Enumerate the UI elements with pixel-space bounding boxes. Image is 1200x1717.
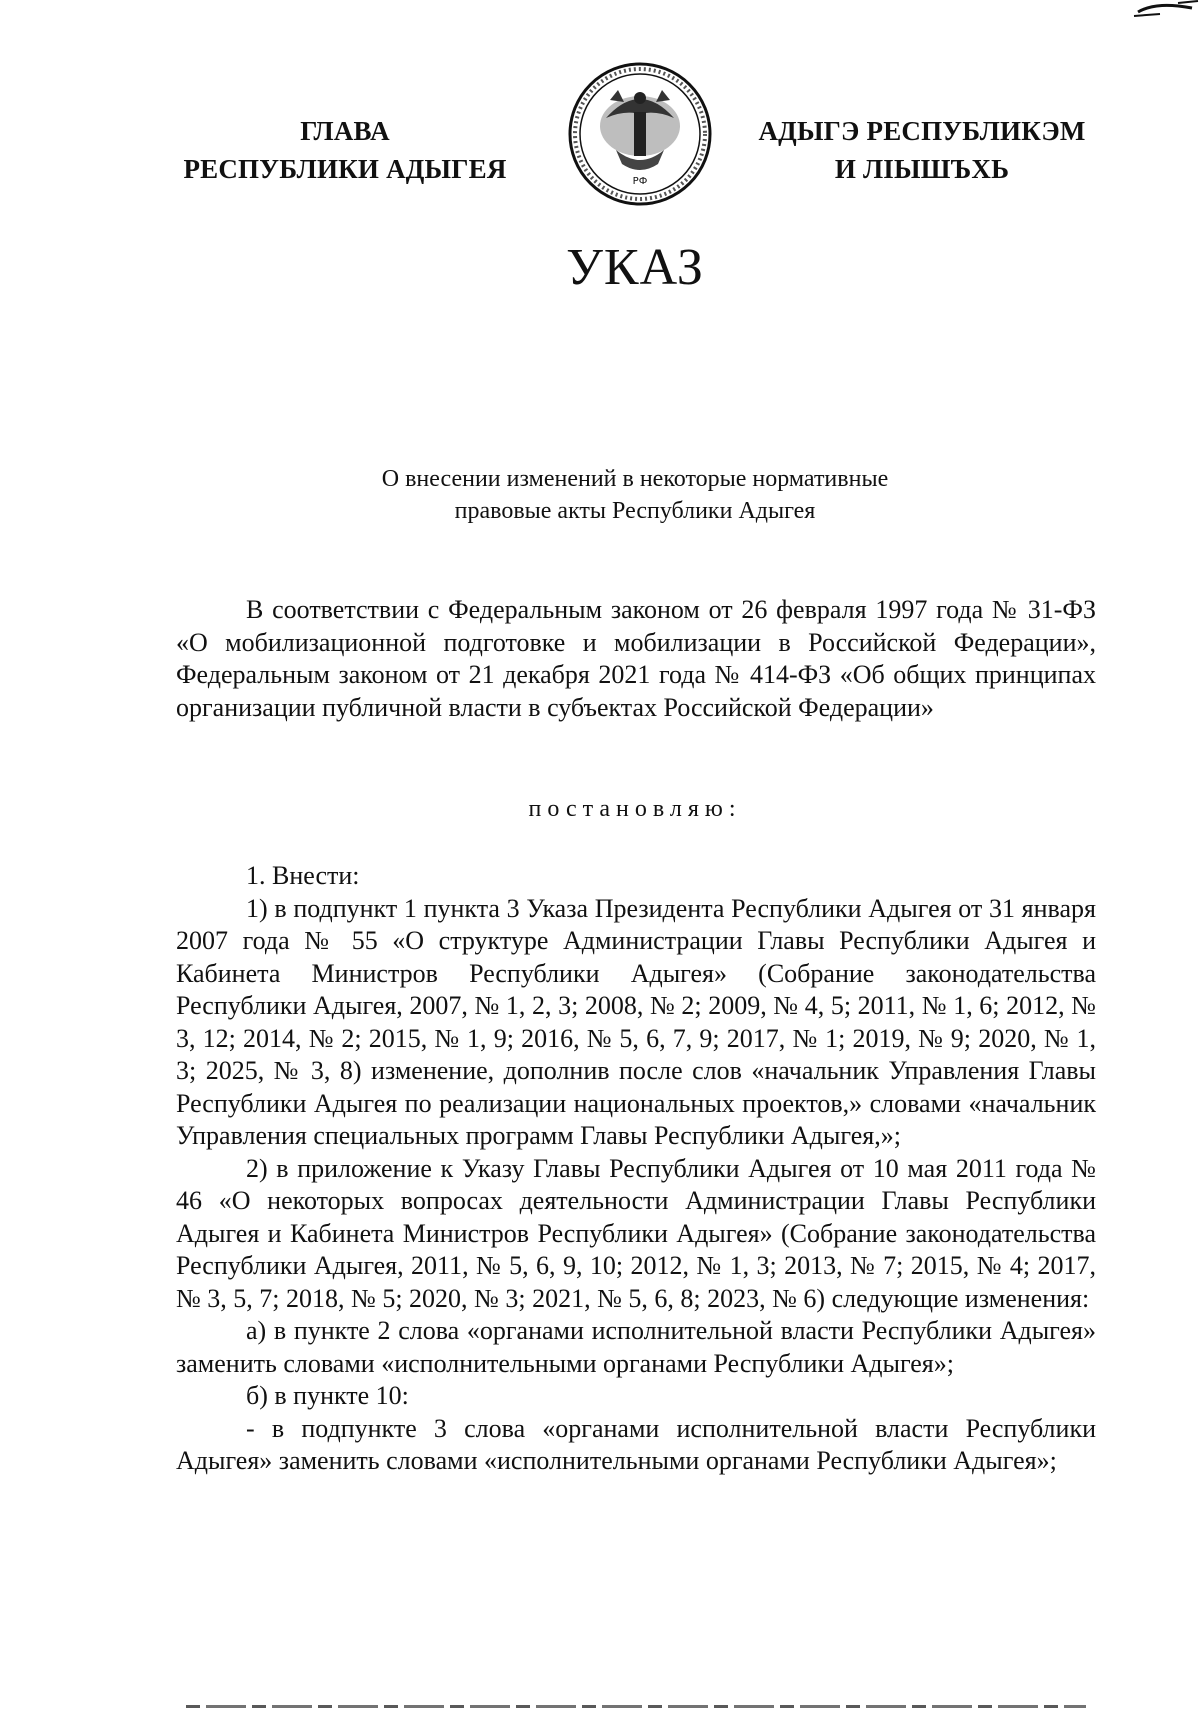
issuer-title-line1: ГЛАВА <box>300 116 390 146</box>
decree-items <box>176 860 1096 1478</box>
preamble-paragraph: В соответствии с Федеральным законом от 26 февраля 1997 года № 31-ФЗ «О мобилизационной подготовке и мобилизации в Российской Федерации», Федеральным законом от 21 декабря 2021 года № 414-ФЗ «Об общих принципах организации публичной власти в субъектах Российской Федерации» <box>176 595 1096 722</box>
issuer-title-russian <box>170 112 520 188</box>
document-type-title: УКАЗ <box>566 239 704 296</box>
page-bottom-rule <box>186 1705 1086 1708</box>
scan-artifact-mark <box>1130 0 1200 22</box>
item-paragraph: 1. Внести: <box>246 861 360 890</box>
issuer-title-adyghe-line2: И ЛІЫШЪХЬ <box>834 154 1010 184</box>
issuer-title-adyghe <box>742 112 1102 188</box>
decree-word: постановляю: <box>528 796 742 822</box>
coat-of-arms-emblem-icon <box>566 60 714 208</box>
decree-subject-line1: О внесении изменений в некоторые нормативные <box>381 466 889 492</box>
svg-text:РФ: РФ <box>632 176 648 187</box>
issuer-title-line2: РЕСПУБЛИКИ АДЫГЕЯ <box>183 154 507 184</box>
decree-subject-line2: правовые акты Республики Адыгея <box>454 498 816 524</box>
item-paragraph: а) в пункте 2 слова «органами исполнительной власти Республики Адыгея» заменить словами «исполнительными органами Республики Адыгея»; <box>176 1316 1096 1378</box>
item-paragraph: 2) в приложение к Указу Главы Республики Адыгея от 10 мая 2011 года № 46 «О некоторых вопросах деятельности Администрации Главы Республики Адыгея и Кабинета Министров Республики Адыгея» (Собрание законодательства Республики Адыгея, 2011, № 5, 6, 9, 10; 2012, № 1, 3; 2013, № 7; 2015, № 4; 2017, № 3, 5, 7; 2018, № 5; 2020, № 3; 2021, № 5, 6, 8; 2023, № 6) следующие изменения: <box>176 1153 1096 1313</box>
issuer-title-adyghe-line1: АДЫГЭ РЕСПУБЛИКЭМ <box>758 116 1086 146</box>
item-paragraph: 1) в подпункт 1 пункта 3 Указа Президента Республики Адыгея от 31 января 2007 года № 55 «О структуре Администрации Главы Республики Адыгея и Кабинета Министров Республики Адыгея» (Собрание законодательства Республики Адыгея, 2007, № 1, 2, 3; 2008, № 2; 2009, № 4, 5; 2011, № 1, 6; 2012, № 3, 12; 2014, № 2; 2015, № 1, 9; 2016, № 5, 6, 7, 9; 2017, № 1; 2019, № 9; 2020, № 1, 3; 2025, № 3, 8) изменение, дополнив после слов «начальник Управления Главы Республики Адыгея по реализации национальных проектов,» словами «начальник Управления специальных программ Главы Республики Адыгея,»; <box>176 893 1096 1150</box>
item-paragraph: б) в пункте 10: <box>246 1381 409 1410</box>
decree-subject <box>300 463 970 527</box>
preamble-section <box>176 594 1096 724</box>
item-paragraph: - в подпункте 3 слова «органами исполнительной власти Республики Адыгея» заменить словами «исполнительными органами Республики Адыгея»; <box>176 1413 1096 1475</box>
